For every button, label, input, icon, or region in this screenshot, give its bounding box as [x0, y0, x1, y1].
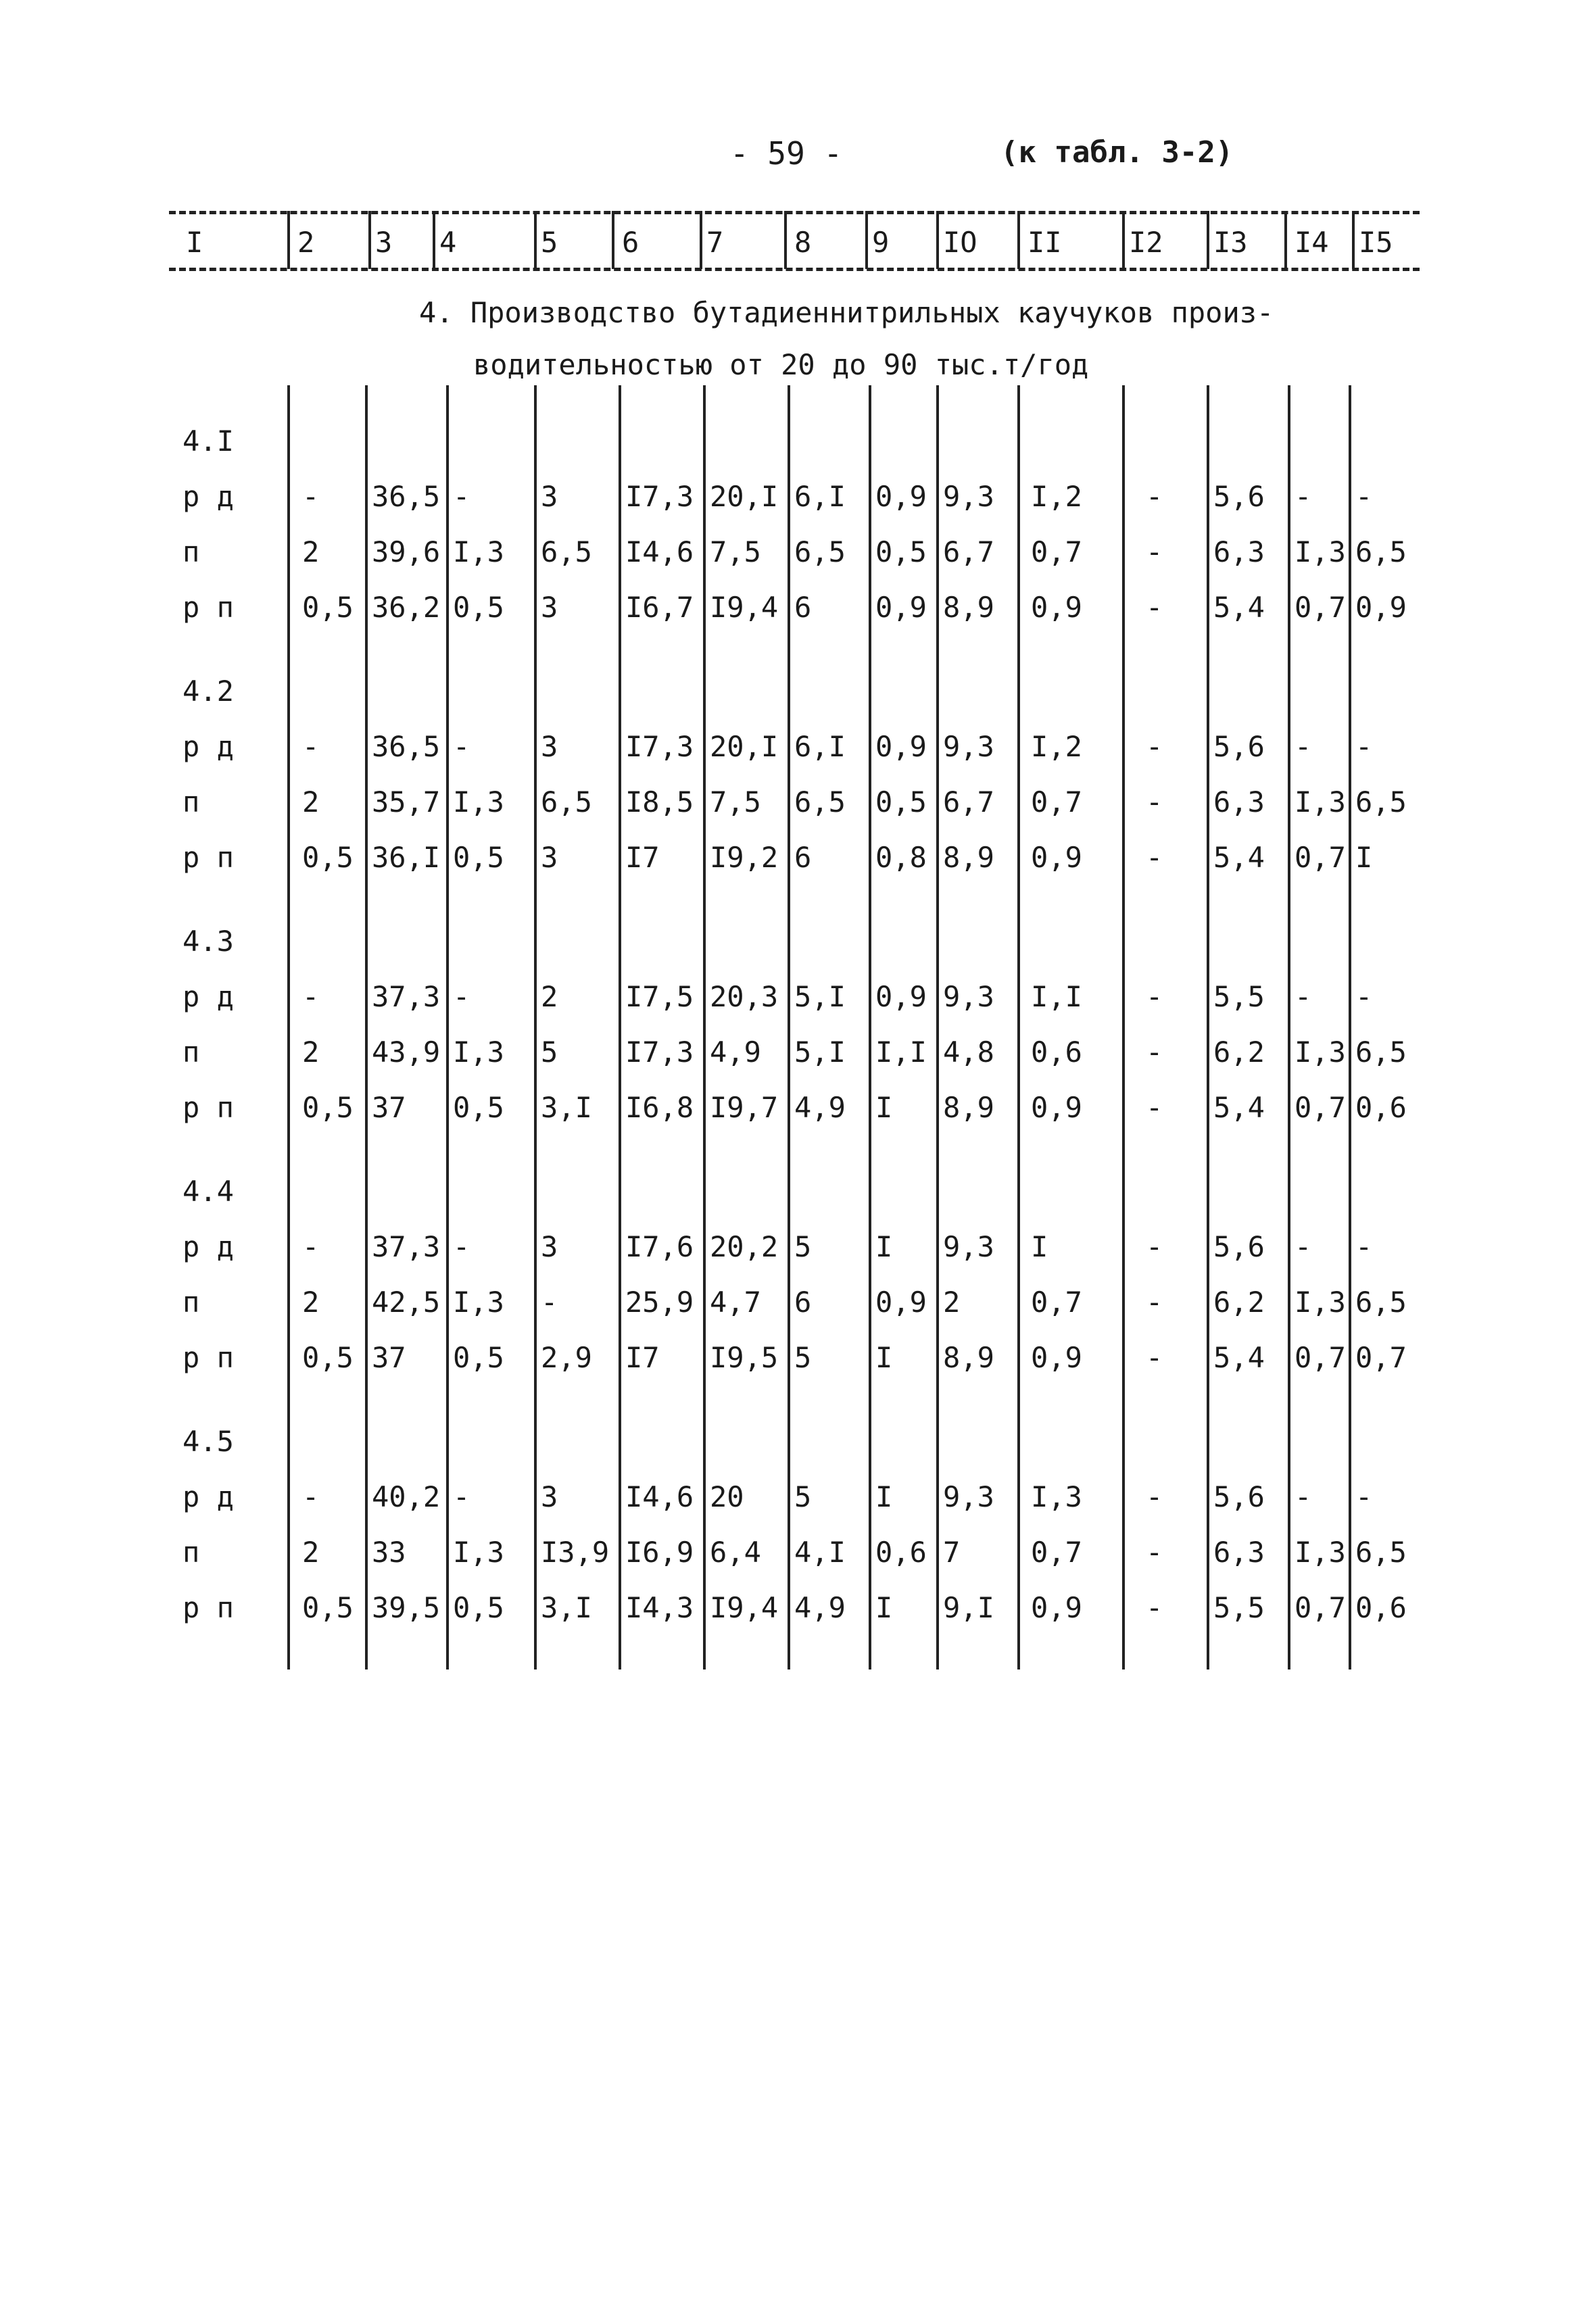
- table-cell: 4,9: [710, 1035, 761, 1069]
- table-cell: 0,9: [875, 980, 927, 1013]
- table-cell: 6,5: [794, 535, 846, 568]
- table-cell: 6,I: [794, 730, 846, 763]
- table-cell: 37: [372, 1091, 406, 1124]
- table-cell: 0,5: [453, 1591, 504, 1624]
- table-cell: 0,7: [1031, 1286, 1082, 1319]
- table-cell: 37,3: [372, 980, 441, 1013]
- table-cell: I,3: [453, 1035, 504, 1069]
- table-cell: 0,7: [1295, 1591, 1346, 1624]
- table-cell: 0,7: [1031, 785, 1082, 819]
- row-label: р д: [183, 480, 234, 513]
- table-cell: 0,9: [1031, 1591, 1082, 1624]
- table-cell: I4,6: [625, 1480, 694, 1513]
- table-cell: 36,I: [372, 841, 441, 874]
- table-cell: 5,6: [1213, 1480, 1265, 1513]
- table-cell: 2: [943, 1286, 961, 1319]
- table-cell: 33: [372, 1536, 406, 1569]
- table-column-rule: [1017, 385, 1020, 1670]
- row-label: р п: [183, 1341, 234, 1374]
- table-cell: -: [453, 730, 470, 763]
- table-cell: 6,5: [1355, 1286, 1407, 1319]
- row-label: п: [183, 1536, 200, 1569]
- table-cell: 6,3: [1213, 1536, 1265, 1569]
- header-column-separator: [612, 211, 614, 269]
- header-bottom-rule: [169, 268, 1420, 271]
- table-cell: 0,9: [875, 730, 927, 763]
- column-header-15: I5: [1359, 226, 1393, 259]
- table-cell: 5,5: [1213, 980, 1265, 1013]
- table-cell: -: [1295, 1230, 1312, 1263]
- table-cell: 5,6: [1213, 730, 1265, 763]
- table-reference: (к табл. 3-2): [1000, 135, 1234, 170]
- table-cell: 5,4: [1213, 841, 1265, 874]
- header-column-separator: [433, 211, 435, 269]
- table-cell: 4,7: [710, 1286, 761, 1319]
- table-cell: 0,7: [1295, 591, 1346, 624]
- table-cell: I,3: [1295, 1035, 1346, 1069]
- table-cell: 9,3: [943, 730, 994, 763]
- table-cell: I7,3: [625, 730, 694, 763]
- table-cell: 20,I: [710, 730, 779, 763]
- header-column-separator: [1017, 211, 1020, 269]
- table-cell: 0,5: [302, 1341, 354, 1374]
- table-cell: 20,2: [710, 1230, 779, 1263]
- table-cell: 36,5: [372, 730, 441, 763]
- table-cell: 0,6: [875, 1536, 927, 1569]
- table-cell: -: [1146, 785, 1163, 819]
- table-cell: I,3: [1295, 785, 1346, 819]
- table-cell: 0,7: [1355, 1341, 1407, 1374]
- section-title-line-1: 4. Производство бутадиеннитрильных каучуков произ-: [419, 296, 1274, 329]
- table-cell: 4,8: [943, 1035, 994, 1069]
- table-cell: 5,4: [1213, 1341, 1265, 1374]
- column-header-9: 9: [872, 226, 890, 259]
- table-cell: -: [1146, 1536, 1163, 1569]
- table-cell: 0,9: [1031, 591, 1082, 624]
- table-cell: 6,4: [710, 1536, 761, 1569]
- table-cell: 5,6: [1213, 1230, 1265, 1263]
- table-cell: 0,6: [1355, 1591, 1407, 1624]
- table-cell: 42,5: [372, 1286, 441, 1319]
- row-label: п: [183, 1035, 200, 1069]
- table-cell: I: [1355, 841, 1373, 874]
- table-cell: 7,5: [710, 535, 761, 568]
- table-cell: I4,3: [625, 1591, 694, 1624]
- column-header-14: I4: [1295, 226, 1329, 259]
- table-cell: I6,7: [625, 591, 694, 624]
- table-cell: I8,5: [625, 785, 694, 819]
- table-cell: I7: [625, 841, 660, 874]
- table-cell: -: [1295, 730, 1312, 763]
- table-column-rule: [446, 385, 449, 1670]
- table-cell: 0,9: [875, 591, 927, 624]
- table-cell: -: [302, 1230, 320, 1263]
- table-cell: 37: [372, 1341, 406, 1374]
- section-id: 4.4: [183, 1175, 234, 1208]
- table-cell: 0,6: [1031, 1035, 1082, 1069]
- table-cell: 0,5: [875, 785, 927, 819]
- table-cell: 5,6: [1213, 480, 1265, 513]
- section-id: 4.5: [183, 1425, 234, 1458]
- table-cell: -: [1146, 591, 1163, 624]
- table-cell: 25,9: [625, 1286, 694, 1319]
- table-column-rule: [1122, 385, 1125, 1670]
- table-cell: -: [1355, 1480, 1373, 1513]
- column-header-4: 4: [439, 226, 457, 259]
- section-id: 4.3: [183, 925, 234, 958]
- table-cell: -: [1295, 480, 1312, 513]
- table-cell: -: [1355, 480, 1373, 513]
- table-cell: -: [1146, 1480, 1163, 1513]
- table-cell: -: [1146, 1091, 1163, 1124]
- header-column-separator: [287, 211, 290, 269]
- table-cell: -: [1146, 1286, 1163, 1319]
- table-cell: 6,5: [1355, 535, 1407, 568]
- table-cell: -: [1295, 980, 1312, 1013]
- column-header-6: 6: [622, 226, 639, 259]
- table-cell: 3: [541, 480, 558, 513]
- table-cell: 0,8: [875, 841, 927, 874]
- table-cell: 3: [541, 730, 558, 763]
- table-cell: 3,I: [541, 1591, 592, 1624]
- table-cell: 0,5: [875, 535, 927, 568]
- table-cell: 3: [541, 591, 558, 624]
- table-cell: I: [875, 1480, 893, 1513]
- column-header-1: I: [186, 226, 203, 259]
- table-cell: 0,7: [1031, 1536, 1082, 1569]
- table-cell: 6,7: [943, 535, 994, 568]
- row-label: р д: [183, 730, 234, 763]
- table-column-rule: [287, 385, 290, 1670]
- table-cell: 2: [302, 1035, 320, 1069]
- header-column-separator: [784, 211, 787, 269]
- table-cell: 9,3: [943, 1480, 994, 1513]
- row-label: п: [183, 785, 200, 819]
- table-cell: 5,4: [1213, 1091, 1265, 1124]
- table-cell: 6,2: [1213, 1035, 1265, 1069]
- column-header-12: I2: [1129, 226, 1163, 259]
- table-cell: I,3: [453, 1536, 504, 1569]
- table-cell: 0,5: [453, 591, 504, 624]
- table-cell: -: [1355, 1230, 1373, 1263]
- table-column-rule: [365, 385, 368, 1670]
- table-cell: 0,7: [1295, 841, 1346, 874]
- column-header-11: II: [1027, 226, 1062, 259]
- table-cell: 7,5: [710, 785, 761, 819]
- table-cell: 0,9: [1355, 591, 1407, 624]
- table-column-rule: [788, 385, 790, 1670]
- header-column-separator: [865, 211, 868, 269]
- row-label: п: [183, 535, 200, 568]
- table-cell: 39,6: [372, 535, 441, 568]
- table-cell: 5,5: [1213, 1591, 1265, 1624]
- table-cell: -: [1146, 1035, 1163, 1069]
- header-column-separator: [1284, 211, 1287, 269]
- table-cell: I,2: [1031, 730, 1082, 763]
- table-cell: 2,9: [541, 1341, 592, 1374]
- table-cell: I,3: [453, 785, 504, 819]
- table-cell: 3,I: [541, 1091, 592, 1124]
- table-cell: 0,9: [1031, 1341, 1082, 1374]
- table-cell: I: [875, 1591, 893, 1624]
- table-cell: 5: [794, 1480, 812, 1513]
- header-top-rule: [169, 211, 1420, 214]
- row-label: р д: [183, 980, 234, 1013]
- column-header-3: 3: [375, 226, 393, 259]
- table-cell: 6,7: [943, 785, 994, 819]
- table-cell: 4,I: [794, 1536, 846, 1569]
- table-column-rule: [619, 385, 621, 1670]
- table-cell: 2: [302, 785, 320, 819]
- table-cell: I7,5: [625, 980, 694, 1013]
- table-cell: 9,3: [943, 480, 994, 513]
- section-id: 4.I: [183, 424, 234, 458]
- table-cell: I7,3: [625, 480, 694, 513]
- page-number: - 59 -: [730, 135, 843, 172]
- table-cell: 0,5: [302, 1091, 354, 1124]
- table-cell: 0,5: [453, 1091, 504, 1124]
- table-cell: 39,5: [372, 1591, 441, 1624]
- table-cell: -: [453, 480, 470, 513]
- table-cell: 6: [794, 1286, 812, 1319]
- table-cell: 2: [302, 1536, 320, 1569]
- table-cell: 6,5: [794, 785, 846, 819]
- table-cell: I: [875, 1230, 893, 1263]
- section-id: 4.2: [183, 675, 234, 708]
- table-cell: 2: [302, 1286, 320, 1319]
- table-cell: 5,4: [1213, 591, 1265, 624]
- table-cell: 9,3: [943, 1230, 994, 1263]
- table-cell: 0,9: [875, 480, 927, 513]
- table-cell: I9,2: [710, 841, 779, 874]
- table-column-rule: [1288, 385, 1290, 1670]
- table-cell: -: [1146, 1230, 1163, 1263]
- table-cell: -: [453, 1480, 470, 1513]
- table-cell: 6: [794, 591, 812, 624]
- table-cell: 0,7: [1295, 1091, 1346, 1124]
- header-column-separator: [534, 211, 537, 269]
- table-cell: 3: [541, 841, 558, 874]
- table-cell: I3,9: [541, 1536, 610, 1569]
- table-cell: I,3: [1295, 1286, 1346, 1319]
- table-cell: I4,6: [625, 535, 694, 568]
- table-column-rule: [1207, 385, 1209, 1670]
- section-title-line-2: водительностью от 20 до 90 тыс.т/год: [473, 348, 1089, 381]
- table-cell: 3: [541, 1230, 558, 1263]
- table-cell: I7,3: [625, 1035, 694, 1069]
- row-label: р п: [183, 1591, 234, 1624]
- table-column-rule: [534, 385, 537, 1670]
- row-label: р д: [183, 1230, 234, 1263]
- table-cell: 35,7: [372, 785, 441, 819]
- table-cell: -: [1146, 480, 1163, 513]
- table-cell: I6,9: [625, 1536, 694, 1569]
- table-column-rule: [869, 385, 871, 1670]
- table-cell: 0,5: [302, 841, 354, 874]
- table-cell: I,I: [875, 1035, 927, 1069]
- table-cell: I,3: [1295, 535, 1346, 568]
- table-cell: 0,9: [875, 1286, 927, 1319]
- table-cell: I,I: [1031, 980, 1082, 1013]
- table-column-rule: [1349, 385, 1351, 1670]
- table-cell: 36,5: [372, 480, 441, 513]
- header-column-separator: [936, 211, 939, 269]
- table-cell: -: [1146, 535, 1163, 568]
- table-cell: I: [875, 1341, 893, 1374]
- row-label: р п: [183, 841, 234, 874]
- table-cell: 40,2: [372, 1480, 441, 1513]
- table-cell: 6,5: [1355, 785, 1407, 819]
- table-cell: 8,9: [943, 1341, 994, 1374]
- table-cell: -: [1146, 980, 1163, 1013]
- table-cell: -: [302, 1480, 320, 1513]
- column-header-10: IO: [943, 226, 977, 259]
- column-header-5: 5: [541, 226, 558, 259]
- table-cell: 5,I: [794, 980, 846, 1013]
- table-cell: 0,7: [1295, 1341, 1346, 1374]
- table-cell: -: [453, 980, 470, 1013]
- table-cell: I,3: [1031, 1480, 1082, 1513]
- table-cell: -: [1146, 730, 1163, 763]
- table-cell: 4,9: [794, 1091, 846, 1124]
- table-cell: 0,5: [302, 1591, 354, 1624]
- table-cell: 20,3: [710, 980, 779, 1013]
- table-cell: -: [1295, 1480, 1312, 1513]
- table-cell: 5: [794, 1341, 812, 1374]
- table-cell: I,3: [453, 535, 504, 568]
- table-cell: -: [302, 480, 320, 513]
- table-cell: -: [302, 980, 320, 1013]
- table-cell: -: [541, 1286, 558, 1319]
- table-cell: 20,I: [710, 480, 779, 513]
- table-cell: 6,5: [1355, 1536, 1407, 1569]
- table-cell: 6,5: [1355, 1035, 1407, 1069]
- table-cell: I,3: [453, 1286, 504, 1319]
- row-label: р п: [183, 1091, 234, 1124]
- table-cell: 36,2: [372, 591, 441, 624]
- table-cell: -: [1146, 841, 1163, 874]
- table-cell: I6,8: [625, 1091, 694, 1124]
- table-cell: -: [302, 730, 320, 763]
- table-cell: I: [875, 1091, 893, 1124]
- table-cell: 0,6: [1355, 1091, 1407, 1124]
- table-column-rule: [936, 385, 939, 1670]
- table-cell: 9,3: [943, 980, 994, 1013]
- table-cell: 2: [302, 535, 320, 568]
- table-cell: 3: [541, 1480, 558, 1513]
- table-cell: I9,4: [710, 591, 779, 624]
- header-column-separator: [368, 211, 371, 269]
- table-cell: I,3: [1295, 1536, 1346, 1569]
- table-cell: 9,I: [943, 1591, 994, 1624]
- table-cell: 8,9: [943, 1091, 994, 1124]
- table-cell: 5: [541, 1035, 558, 1069]
- table-cell: I9,4: [710, 1591, 779, 1624]
- table-cell: 5,I: [794, 1035, 846, 1069]
- table-cell: 6,5: [541, 535, 592, 568]
- table-cell: 20: [710, 1480, 744, 1513]
- table-cell: 2: [541, 980, 558, 1013]
- row-label: п: [183, 1286, 200, 1319]
- table-cell: -: [453, 1230, 470, 1263]
- table-cell: I7: [625, 1341, 660, 1374]
- column-header-2: 2: [297, 226, 315, 259]
- table-cell: I: [1031, 1230, 1048, 1263]
- table-cell: 37,3: [372, 1230, 441, 1263]
- table-cell: 0,5: [453, 841, 504, 874]
- table-cell: -: [1146, 1591, 1163, 1624]
- table-cell: 4,9: [794, 1591, 846, 1624]
- table-cell: 0,9: [1031, 841, 1082, 874]
- table-cell: -: [1146, 1341, 1163, 1374]
- table-cell: 7: [943, 1536, 961, 1569]
- column-header-8: 8: [794, 226, 812, 259]
- column-header-13: I3: [1213, 226, 1248, 259]
- table-column-rule: [703, 385, 706, 1670]
- table-cell: -: [1355, 730, 1373, 763]
- table-cell: 8,9: [943, 591, 994, 624]
- table-cell: I7,6: [625, 1230, 694, 1263]
- table-cell: 43,9: [372, 1035, 441, 1069]
- header-column-separator: [1122, 211, 1125, 269]
- row-label: р д: [183, 1480, 234, 1513]
- table-cell: 6,I: [794, 480, 846, 513]
- table-cell: 6,2: [1213, 1286, 1265, 1319]
- table-cell: I,2: [1031, 480, 1082, 513]
- row-label: р п: [183, 591, 234, 624]
- header-column-separator: [700, 211, 702, 269]
- table-cell: 6,3: [1213, 785, 1265, 819]
- table-cell: 0,7: [1031, 535, 1082, 568]
- table-cell: 6,5: [541, 785, 592, 819]
- table-cell: 0,5: [302, 591, 354, 624]
- table-cell: 6: [794, 841, 812, 874]
- table-cell: I9,5: [710, 1341, 779, 1374]
- table-cell: 5: [794, 1230, 812, 1263]
- table-cell: I9,7: [710, 1091, 779, 1124]
- table-cell: 0,9: [1031, 1091, 1082, 1124]
- table-cell: 0,5: [453, 1341, 504, 1374]
- table-cell: 8,9: [943, 841, 994, 874]
- table-cell: -: [1355, 980, 1373, 1013]
- header-column-separator: [1352, 211, 1355, 269]
- table-cell: 6,3: [1213, 535, 1265, 568]
- header-column-separator: [1207, 211, 1209, 269]
- column-header-7: 7: [706, 226, 724, 259]
